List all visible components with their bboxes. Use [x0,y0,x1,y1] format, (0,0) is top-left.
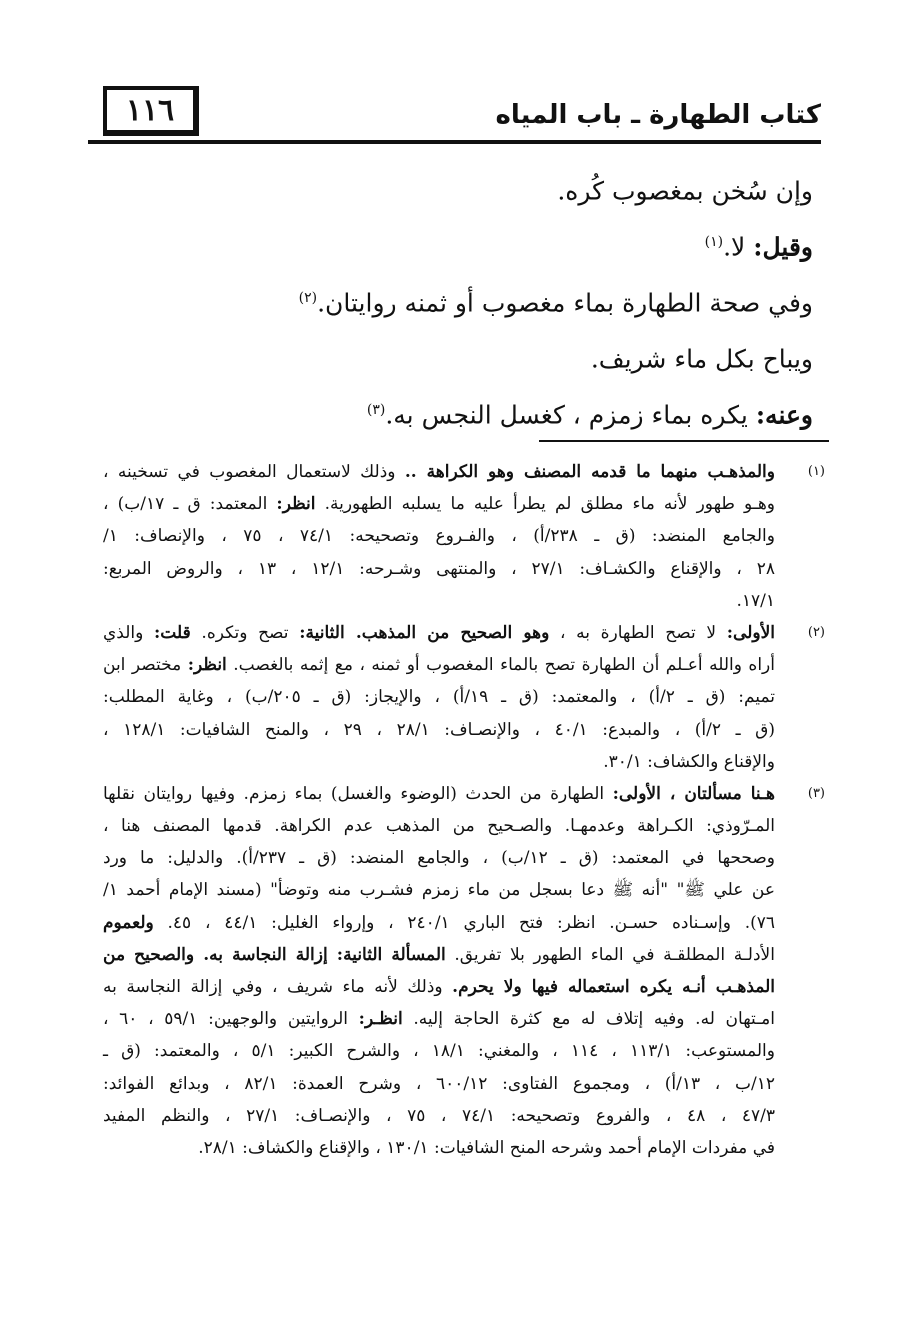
footnote-line: وصححها في المعتمد: (ق ـ ١٢/ب) ، والجامع المنضد: (ق ـ ٢٣٧/أ). والدليل: ما ورد [103,848,775,869]
footnotes [103,456,825,1164]
footnote-line: المـرّوذي: الكـراهة وعدمهـا. والصـحيح من المذهب عدم الكراهة. قدمها المصنف هنا ، [103,816,775,837]
footnote-2 [103,617,825,778]
main-line: ويباح بكل ماء شريف. [590,344,813,374]
footnote-divider [539,440,829,442]
footnote-line: ١٢/ب ، ١٣/أ) ، ومجموع الفتاوى: ٦٠٠/١٢ ، وشرح العمدة: ٨٢/١ ، وبدائع الفوائد: [103,1073,775,1094]
running-header-title: كتاب الطهارة ـ باب المياه [495,100,821,130]
footnote-line: عن علي ﷺ" "أنه ﷺ دعا بسجل من ماء زمزم فشـرب منه وتوضأ" (مسند الإمام أحمد ١/ [103,880,775,901]
footnote-line: المذهـب أنـه يكره استعماله فيها ولا يحرم. وذلك لأنه ماء شريف ، وفي إزالة النجاسة به [103,977,775,997]
main-line: وإن سُخن بمغصوب كُره. [557,176,813,206]
main-text [93,158,813,438]
footnote-number: (٣) [807,785,825,801]
footnote-line: والمستوعب: ١١٣/١ ، ١١٤ ، والمغني: ١٨/١ ، والشرح الكبير: ٥/١ ، والمعتمد: (ق ـ [103,1041,775,1062]
page-number: ١١٦ [125,92,175,128]
footnote-line: في مفردات الإمام أحمد وشرحه المنح الشافيات: ١٣٠/١ ، والإقناع والكشاف: ٢٨/١. [198,1137,775,1158]
footnote-ref: (٢) [298,290,318,306]
page-number-box [103,86,199,136]
main-line: وقيل: لا.$^{(١)}$ [704,232,813,262]
footnote-line: هـنا مسألتان ، الأولى: الطهارة من الحدث (الوضوء والغسل) بماء زمزم. وفيها روايتان نقلها [103,783,775,804]
footnote-line: ٢٨ ، والإقناع والكشـاف: ٢٧/١ ، والمنتهى وشـرحه: ١٢/١ ، ١٣ ، والروض المربع: [103,558,775,579]
footnote-line: أراه والله أعـلم أن الطهارة تصح بالماء المغصوب أو ثمنه ، مع إثمه بالغصب. انظر: مختصر ابن [103,655,775,676]
footnote-line: الأدلـة المطلقـة في الماء الطهور بلا تفريق. المسألة الثانية: إزالة النجاسة به. والصحيح من [103,944,775,965]
header-rule [88,140,821,144]
footnote-line: والمذهـب منهما ما قدمه المصنف وهو الكراهة .. وذلك لاستعمال المغصوب في تسخينه ، [103,462,775,482]
footnote-ref: (٣) [366,402,386,418]
footnote-line: والإقناع والكشاف: ٣٠/١. [603,751,775,772]
footnote-line: ١٧/١. [736,590,775,611]
footnote-line: ٤٧/٣ ، ٤٨ ، والفروع وتصحيحه: ٧٤/١ ، ٧٥ ، والإنصـاف: ٢٧/١ ، والنظم المفيد [103,1105,776,1126]
footnote-line: الأولى: لا تصح الطهارة به ، وهو الصحيح من المذهب. الثانية: تصح وتكره. قلت: والذي [103,622,776,643]
footnote-line: (ق ـ ٢/أ) ، والمبدع: ٤٠/١ ، والإنصـاف: ٢٨/١ ، ٢٩ ، والمنح الشافيات: ١٢٨/١ ، [103,719,776,740]
footnote-line: والجامع المنضد: (ق ـ ٢٣٨/أ) ، والفـروع وتصحيحه: ٧٤/١ ، ٧٥ ، والإنصاف: ١/ [103,526,775,547]
footnote-line: وهـو طهور لأنه ماء مطلق لم يطرأ عليه ما يسلبه الطهورية. انظر: المعتمد: ق ـ ١٧/ب) ، [103,494,775,515]
footnote-number: (١) [807,464,825,479]
footnote-ref: (١) [704,234,724,250]
footnote-3 [103,778,825,1164]
main-line: وفي صحة الطهارة بماء مغصوب أو ثمنه روايتان.$^{(٢)}$ [298,288,813,318]
footnote-line: امـتهان له. وفيه إتلاف له مع كثرة الحاجة إليه. انظـر: الروايتين والوجهين: ٥٩/١ ، ٦٠ ، [103,1009,776,1030]
footnote-number: (٢) [807,624,825,640]
footnote-line: تميم: (ق ـ ٢/أ) ، والمعتمد: (ق ـ ١٩/أ) ، والإيجاز: (ق ـ ٢٠٥/ب) ، وغاية المطلب: [103,687,775,708]
footnote-line: ٧٦). وإسـناده حسـن. انظر: فتح الباري ٢٤٠/١ ، وإرواء الغليل: ٤٤/١ ، ٤٥. ولعموم [103,912,775,933]
footnote-1 [103,456,825,617]
main-line: وعنه: يكره بماء زمزم ، كغسل النجس به.$^{(٣)}$ [366,400,813,430]
